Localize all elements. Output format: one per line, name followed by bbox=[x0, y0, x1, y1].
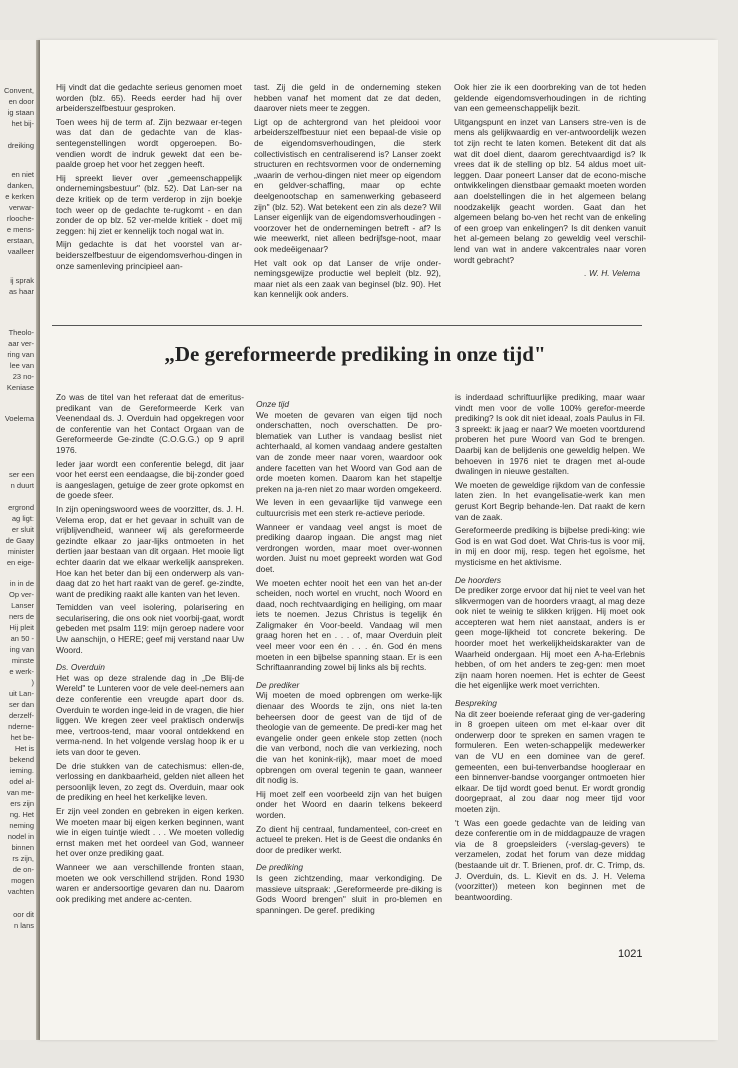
margin-fragment: Convent, bbox=[3, 86, 34, 95]
margin-fragment: ners de bbox=[8, 612, 34, 621]
paragraph: Zo dient hij centraal, fundamenteel, con-creet en actueel te preken. Het is de Geest die ondanks én door de prediker werkt. bbox=[256, 823, 442, 855]
paragraph: Uitgangspunt en inzet van Lansers stre-ven is de mens als gelijkwaardig en ver-antwoordelijk wezen tot zijn recht te laten komen. Betekent dit dat als wat dit doel dient, daarom gerechtvaardigd is? Ik vrees dat ik de stelling op blz. 54 aldus moet uit-leggen. Daar poneert Lanser dat de econo-mische ontwikkelingen dienstbaar gemaakt moeten worden aan doelstellingen die in het algemeen belang noodzakelijk geacht worden. Gaat dan het algemeen belang bo-ven het recht van de enkeling of een groep van enkelingen? Is dit denken vanuit het al-gemeen belang zo geweldig veel verschil-lend van wat in andere vakcentrales naar voren wordt gebracht? bbox=[454, 116, 646, 265]
paragraph: Toen wees hij de term af. Zijn bezwaar er-tegen was dat dan de gedachte van de klas-sentegenstellingen wordt opgeroepen. Bo-vendien wordt de indruk gewekt dat een be-paalde groep het voor het zeggen heeft. bbox=[56, 116, 242, 170]
margin-fragment: het be- bbox=[10, 733, 34, 742]
margin-fragment: vaalleer bbox=[7, 247, 34, 256]
margin-fragment: Keniase bbox=[6, 383, 34, 392]
margin-fragment: derzelf- bbox=[8, 711, 34, 720]
margin-fragment: oor dit bbox=[13, 910, 34, 919]
margin-fragment: ij sprak bbox=[10, 276, 34, 285]
margin-fragment: ergrond bbox=[8, 503, 34, 512]
margin-fragment: en eige- bbox=[6, 558, 34, 567]
top-column-1 bbox=[56, 82, 242, 274]
margin-fragment: en door bbox=[8, 97, 34, 106]
paragraph: Er zijn veel zonden en gebreken in eigen kerken. We moeten maar bij eigen kerken beginnen, want wie in eigen tuintje wiedt . . . We moeten volledig ernst maken met het oordeel van God, wanneer het over onze prediking gaat. bbox=[56, 805, 244, 859]
paragraph: Ieder jaar wordt een conferentie belegd, dit jaar voor het eerst een eendaagse, die bij-zonder goed is aangeslagen, getuige de zeer grote opkomst en de goede sfeer. bbox=[56, 458, 244, 501]
top-column-3 bbox=[454, 82, 646, 279]
margin-fragment: ) bbox=[31, 678, 34, 687]
margin-fragment: ers zijn bbox=[10, 799, 34, 808]
article-column-2 bbox=[256, 392, 442, 918]
paragraph: We moeten de gevaren van eigen tijd noch onderschatten, noch overschatten. De pro-blematiek van Luther is vandaag beslist niet achterhaald, al komen vandaag andere gestalten van de zonde meer naar voren, waardoor ook andere facetten van het Woord van God aan de orde moeten komen. Daarom kan het stapeltje preken na ja-ren niet zo maar worden omgekeerd. bbox=[256, 409, 442, 494]
margin-fragment: as haar bbox=[8, 287, 34, 296]
margin-fragment: er sluit bbox=[11, 525, 34, 534]
margin-fragment: n lans bbox=[13, 921, 34, 930]
article-title: „De gereformeerde prediking in onze tijd" bbox=[164, 342, 546, 366]
paragraph: tast. Zij die geld in de onderneming steken hebben vanaf het moment dat ze dat deden, daarover niets meer te zeggen. bbox=[254, 82, 441, 114]
paragraph: Het valt ook op dat Lanser de vrije onder-nemingsgewijze productie wel bepleit (blz. 92), maar niet als een zaak van beginsel (blz. 90). Het kan kennelijk ook anders. bbox=[254, 257, 441, 300]
subheading: Onze tijd bbox=[256, 399, 290, 409]
margin-fragment: minister bbox=[7, 547, 34, 556]
paragraph: Mijn gedachte is dat het voorstel van ar-beiderszelfbestuur de eigendomsverhou-dingen in onze samenleving principieel aan- bbox=[56, 239, 242, 271]
margin-fragment: e mens- bbox=[6, 225, 34, 234]
paragraph: We moeten de geweldige rijkdom van de confessie laten zien. In het evangelisatie-werk kan men gerust Kort Begrip behande-len. Dat raakt de kern van de zaak. bbox=[455, 479, 645, 522]
paragraph: We moeten echter nooit het een van het an-der scheiden, noch wortel en vrucht, noch Woord en daad, noch rechtvaardiging en heiliging, om maar iets te noemen. Jezus Christus is tegelijk én Zaligmaker én Voor-beeld. Vandaag wil men graag horen het en . . . of, maar Overduin pleit veel meer voor een én . . . én. God én mens moeten in een bijbelse spanning staan. Er is een Schriftaanranding zowel bij links als bij rechts. bbox=[256, 577, 442, 673]
author-signature: . W. H. Velema bbox=[584, 268, 640, 279]
paragraph: Zo was de titel van het referaat dat de emeritus-predikant van de Gereformeerde Kerk van Veenendaal ds. J. Overduin had opgekregen voor de conferentie van het Contact Orgaan van de Gereformeerde Ge-zindte (C.O.G.G.) op 9 april 1976. bbox=[56, 392, 244, 455]
margin-fragment: uit Lan- bbox=[8, 689, 34, 698]
margin-fragment: ser een bbox=[8, 470, 34, 479]
paragraph: Hij vindt dat die gedachte serieus genomen moet worden (blz. 65). Reeds eerder had hij over arbeiderszelfbestuur gesproken. bbox=[56, 82, 242, 114]
paragraph: Het was op deze stralende dag in „De Blij-de Wereld" te Lunteren voor de vele deel-nemers aan deze conferentie een vreugde apart door ds. Overduin te worden inge-leid in de vragen, die hier liggen. We kregen zeer veel praktisch onderwijs mee, vertroos-tend, maar vooral ontdekkend en verma-nend. In het volgende verslag hoop ik er u iets van door te geven. bbox=[56, 672, 244, 757]
paragraph: Hij moet zelf een voorbeeld zijn van het buigen onder het Woord en daarin telkens bekeerd worden. bbox=[256, 788, 442, 820]
paragraph: De drie stukken van de catechismus: ellen-de, verlossing en dankbaarheid, gelden niet alleen het persoonlijk leven, zo zegt ds. Overduin, maar ook de prediking en heel het kerkelijke leven. bbox=[56, 760, 244, 803]
margin-fragment: rs zijn, bbox=[12, 854, 34, 863]
margin-fragment: ring van bbox=[7, 350, 34, 359]
margin-fragment: van me- bbox=[6, 788, 34, 797]
margin-fragment: ieming. bbox=[9, 766, 34, 775]
margin-fragment: ig staan bbox=[7, 108, 34, 117]
subheading: Ds. Overduin bbox=[56, 662, 105, 673]
margin-fragment: lee van bbox=[9, 361, 34, 370]
margin-fragment: Voelema bbox=[4, 414, 34, 423]
margin-fragment: dreiking bbox=[7, 141, 34, 150]
margin-fragment: neming bbox=[9, 821, 34, 830]
margin-fragment: rlooche- bbox=[6, 214, 34, 223]
paragraph: De prediker zorge ervoor dat hij niet te veel van het slikvermogen van de hoorders vraagt, al mag deze ook niet te weinig te slikken krijgen. Hij moet ook accepteren wat hem niet aanstaat, anders is er geen moge-lijkheid tot concrete bekering. De hoorder moet het werkelijkheidskarakter van de Waarheid ondergaan. Hij moet een A-ha-Erlebnis hebben, of om het anders te zeg-gen: men moet zijn naam horen noemen. Het is echter de Geest die het eigenlijke werk moet verrichten. bbox=[455, 585, 645, 691]
margin-fragment: nodel in bbox=[7, 832, 34, 841]
margin-fragment: bekend bbox=[9, 755, 34, 764]
margin-fragment: in in de bbox=[9, 579, 34, 588]
margin-fragment: mogen bbox=[11, 876, 34, 885]
paragraph: Temidden van veel isolering, polarisering en secularisering, die ons ook niet voorbij-gaat, wordt gebeden met psalm 119: mijn geroep nadere voor Uw aanschijn, o HERE; geef mij verstand naar Uw Woord. bbox=[56, 602, 244, 655]
margin-fragment: Op ver- bbox=[8, 590, 34, 599]
margin-fragment: binnen bbox=[11, 843, 34, 852]
paragraph: Wanneer er vandaag veel angst is moet de prediking daarop ingaan. Die angst mag niet verdrongen worden, maar moet over-wonnen worden. Juist nu moet gepreekt worden wat God doet. bbox=[256, 521, 442, 574]
margin-fragment: en niet bbox=[11, 170, 34, 179]
paragraph: Is geen zichtzending, maar verkondiging. De massieve uitspraak: „Gereformeerde pre-diking is Gods Woord brengen" sluit in pro-blemen en spanningen. De geref. prediking bbox=[256, 872, 442, 915]
article-column-3 bbox=[455, 392, 645, 905]
paragraph: Wij moeten de moed opbrengen om werke-lijk dienaar des Woords te zijn, ons niet la-ten beheersen door de geest van de tijd of de theologie van de gemeente. De predi-ker mag het evangelie onder geen enkele stop zetten (noch die van verbond, noch die van verkiezing, noch die van het konink-rijk), maar moet de moed opbrengen om overal tegenin te gaan, wanneer dit nodig is. bbox=[256, 690, 442, 786]
article-column-1 bbox=[56, 392, 244, 907]
margin-fragment: de Gaay bbox=[5, 536, 34, 545]
margin-fragment: Het is bbox=[14, 744, 34, 753]
margin-fragment: ing van bbox=[9, 645, 34, 654]
page-number: 1021 bbox=[618, 948, 643, 960]
top-column-2 bbox=[254, 82, 441, 303]
margin-fragment: ser dan bbox=[8, 700, 34, 709]
paragraph: Ook hier zie ik een doorbreking van de tot heden geldende eigendomsverhoudingen in de richting van een gemeenschappelijk bezit. bbox=[454, 82, 646, 114]
top-column-3-body bbox=[454, 82, 646, 265]
margin-fragment: vachten bbox=[7, 887, 34, 896]
margin-fragment: 23 no- bbox=[12, 372, 34, 381]
margin-fragment: ag ligt: bbox=[11, 514, 34, 523]
margin-fragment: odel al- bbox=[9, 777, 34, 786]
subheading: De prediking bbox=[256, 862, 304, 873]
margin-fragment: n duurt bbox=[10, 481, 34, 490]
margin-fragment: het bij- bbox=[11, 119, 34, 128]
margin-fragment: aar ver- bbox=[8, 339, 34, 348]
margin-fragment: erstaan, bbox=[6, 236, 34, 245]
paragraph: Gereformeerde prediking is bijbelse predi-king: wie God is en wat God doet. Wat Chris-tus is voor mij, in mij en door mij, resp. tegen het egoïsme, het mysticisme en het aktivisme. bbox=[455, 525, 645, 567]
paragraph: is inderdaad schriftuurlijke prediking, maar waar vindt men voor de volle 100% gerefor-meerde prediking? Is ook dit niet ideaal, zoals Paulus in Fil. 3 spreekt: ik jaag er naar? We moeten voortdurend proberen het pure Woord van God te brengen. Daarbij kan de belijdenis one geweldig helpen. We behoeven in 1976 niet te dragen met al-oude dwalingen in nieuwe gestalten. bbox=[455, 392, 645, 477]
margin-fragment: Lanser bbox=[11, 601, 34, 610]
subheading: De prediker bbox=[256, 679, 300, 690]
margin-fragment: ng. Het bbox=[9, 810, 34, 819]
paragraph: Ligt op de achtergrond van het pleidooi voor arbeiderszelfbestuur niet een bepaal-de visie op de eigendomsverhoudingen, die sterk collectivistisch en centraliserend is? Lanser zoekt structuren en rechtsvormen voor de onderneming „waarin de verhou-dingen niet meer op eigendom en geldver-schaffing, maar op echte deelgenootschap en samenwerking gebaseerd zijn" (blz. 52). Wat betekent een zin als deze? Wil Lanser eigenlijk van de eigendomsverhoudingen - voorzover het de ondernemingen betreft - af? Is wie meewerkt, niet alleen bedrijfsge-noot, maar ook medeëigenaar? bbox=[254, 116, 441, 254]
paragraph: 't Was een goede gedachte van de leiding van deze conferentie om in de middagpauze de vragen via de 8 groepsleiders (-verslag-gevers) te verzamelen, zodat het forum van deze middag (bestaande uit dr. T. Brienen, prof. dr. C. Trimp, ds. J. Overduin, ds. L. Kievit en ds. J. H. Velema (voorzitter)) meteen kon beginnen met de beantwoording. bbox=[455, 817, 645, 902]
subheading: Bespreking bbox=[455, 698, 497, 709]
paragraph: Wanneer we aan verschillende fronten staan, moeten we ook verschillend strijden. Rond 1930 waren er andersoortige gevaren dan nu. Daarom ook prediking met andere ac-centen. bbox=[56, 861, 244, 904]
margin-fragment: an 50 - bbox=[10, 634, 34, 643]
margin-fragment: Theolo- bbox=[8, 328, 34, 337]
margin-fragment: verwar- bbox=[8, 203, 34, 212]
paragraph: We leven in een gevaarlijke tijd vanwege een cultuurcrisis met een sterk re-actieve periode. bbox=[256, 497, 442, 518]
margin-fragment: danken, bbox=[7, 181, 34, 190]
paragraph: Hij spreekt liever over „gemeenschappelijk ondernemingsbestuur" (blz. 52). Dat Lan-ser na deze kritiek op de term verderop in zijn boekje toch weer op de gedachte te-rugkomt - en dan zonder de op blz. 52 ver-melde kritiek - doet mij zeggen: hij ziet er kennelijk toch nogal wat in. bbox=[56, 172, 242, 236]
margin-fragment: e werk- bbox=[9, 667, 34, 676]
margin-fragment: e kerken bbox=[5, 192, 34, 201]
margin-fragment: nderne- bbox=[8, 722, 34, 731]
paragraph: In zijn openingswoord wees de voorzitter, ds. J. H. Velema erop, dat er het gevaar in schuilt van de vrijblijvendheid, wanneer wij als gereformeerde gezindte elkaar zo jaar-lijks ontmoeten in het dertien jaar bestaan van dit orgaan. Het mooie ligt echter daarin dat we elkaar werkelijk aanspreken. Hoe kan het beter dan bij een onderwerp als van-daag dat zo het hart raakt van de geref. ge-zindte, want de prediking raakt alle kanten van het leven. bbox=[56, 503, 244, 599]
margin-fragment: de on- bbox=[12, 865, 34, 874]
adjacent-page-margin bbox=[0, 40, 40, 1040]
margin-fragment: Hij pleit bbox=[9, 623, 34, 632]
paragraph: Na dit zeer boeiende referaat ging de ver-gadering in 8 groepen uiteen om met el-kaar over dit onderwerp door te spreken en samen vragen te formuleren. Een weten-schappelijk medewerker van de VU en een dominee van de geref. gemeenten, een bui-tenverbandse hoogleraar en een binnenver-bandse voorganger ontmoeten hier elkaar. De tijd wordt goed benut. Er wordt grondig doorgepraat, al zou daar nog meer tijd voor moeten zijn. bbox=[455, 708, 645, 814]
section-divider-rule bbox=[52, 325, 642, 326]
margin-fragment: minste bbox=[11, 656, 34, 665]
subheading: De hoorders bbox=[455, 574, 502, 585]
